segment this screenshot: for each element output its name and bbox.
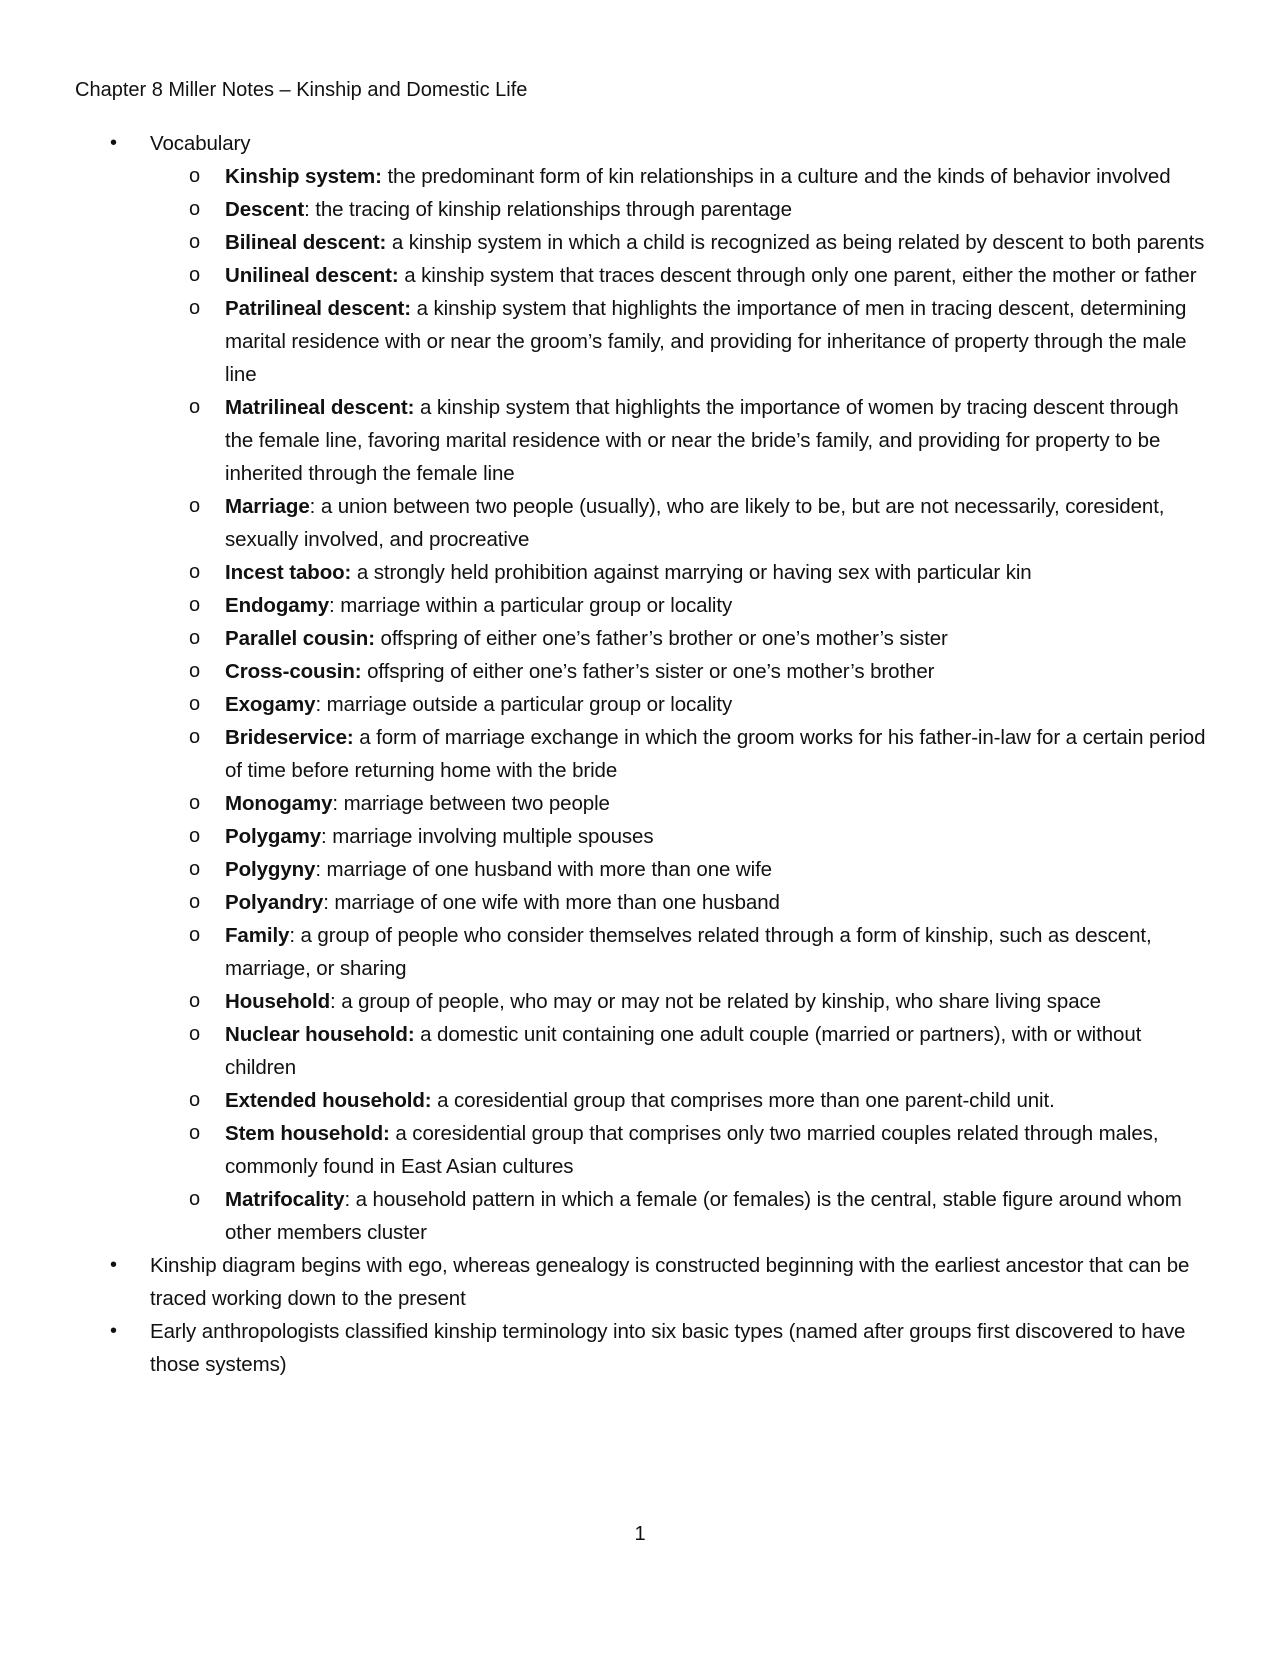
vocabulary-definition: : a household pattern in which a female (or females) is the central, stable figure around whom other members cluster <box>225 1188 1182 1244</box>
sub-bullet-icon: o <box>189 1188 201 1210</box>
vocabulary-item <box>0 853 1280 886</box>
vocabulary-item <box>0 1084 1280 1117</box>
vocabulary-term: Exogamy <box>225 693 316 716</box>
vocabulary-item <box>0 721 1280 787</box>
vocabulary-item <box>0 292 1280 391</box>
page-title: Chapter 8 Miller Notes – Kinship and Domestic Life <box>75 79 528 101</box>
sub-bullet-icon: o <box>189 990 201 1012</box>
vocabulary-item <box>0 985 1280 1018</box>
vocabulary-item <box>0 655 1280 688</box>
vocabulary-term: Brideservice: <box>225 726 354 749</box>
vocabulary-definition: a kinship system that highlights the importance of women by tracing descent through the female line, favoring marital residence with or near the bride’s family, and providing for property to be inherited through the female line <box>225 396 1179 485</box>
vocabulary-term: Marriage <box>225 495 310 518</box>
note-item <box>0 1249 1280 1315</box>
sub-bullet-icon: o <box>189 726 201 748</box>
vocabulary-definition: offspring of either one’s father’s sister or one’s mother’s brother <box>361 660 935 683</box>
vocabulary-term: Extended household: <box>225 1089 432 1112</box>
vocabulary-term: Monogamy <box>225 792 333 815</box>
vocabulary-definition: : the tracing of kinship relationships through parentage <box>304 198 792 221</box>
vocabulary-term: Polyandry <box>225 891 324 914</box>
vocabulary-item <box>0 490 1280 556</box>
sub-bullet-icon: o <box>189 165 201 187</box>
vocabulary-term: Matrifocality <box>225 1188 345 1211</box>
sub-bullet-icon: o <box>189 198 201 220</box>
vocabulary-term: Bilineal descent: <box>225 231 387 254</box>
vocabulary-definition: a kinship system that highlights the importance of men in tracing descent, determining marital residence with or near the groom’s family, and providing for inheritance of property through the male line <box>225 297 1187 386</box>
bullet-icon: • <box>110 132 117 154</box>
vocabulary-item <box>0 688 1280 721</box>
vocabulary-definition: : marriage involving multiple spouses <box>321 825 654 848</box>
vocabulary-item <box>0 820 1280 853</box>
vocabulary-definition: a domestic unit containing one adult couple (married or partners), with or without children <box>225 1023 1142 1079</box>
vocabulary-item <box>0 226 1280 259</box>
vocabulary-term: Incest taboo: <box>225 561 352 584</box>
vocabulary-term: Family <box>225 924 290 947</box>
vocabulary-definition: : a group of people who consider themselves related through a form of kinship, such as descent, marriage, or sharing <box>225 924 1152 980</box>
vocabulary-term: Parallel cousin: <box>225 627 375 650</box>
vocabulary-heading: Vocabulary <box>150 132 251 155</box>
vocabulary-definition: : marriage within a particular group or locality <box>329 594 733 617</box>
vocabulary-definition: a coresidential group that comprises more than one parent-child unit. <box>431 1089 1055 1112</box>
sub-bullet-icon: o <box>189 693 201 715</box>
vocabulary-item <box>0 556 1280 589</box>
vocabulary-definition: : marriage of one wife with more than one husband <box>323 891 780 914</box>
vocabulary-definition: a coresidential group that comprises only two married couples related through males, commonly found in East Asian cultures <box>225 1122 1159 1178</box>
vocabulary-definition: a form of marriage exchange in which the groom works for his father-in-law for a certain period of time before returning home with the bride <box>225 726 1206 782</box>
vocabulary-definition: : marriage of one husband with more than one wife <box>315 858 772 881</box>
vocabulary-term: Unilineal descent: <box>225 264 399 287</box>
sub-bullet-icon: o <box>189 495 201 517</box>
note-text: Early anthropologists classified kinship terminology into six basic types (named after groups first discovered to have those systems) <box>150 1320 1186 1376</box>
vocabulary-item <box>0 919 1280 985</box>
vocabulary-item <box>0 259 1280 292</box>
sub-bullet-icon: o <box>189 891 201 913</box>
sub-bullet-icon: o <box>189 561 201 583</box>
sub-bullet-icon: o <box>189 924 201 946</box>
note-item <box>0 1315 1280 1381</box>
sub-bullet-icon: o <box>189 825 201 847</box>
vocabulary-definition: : a group of people, who may or may not be related by kinship, who share living space <box>330 990 1101 1013</box>
vocabulary-item <box>0 391 1280 490</box>
vocabulary-term: Kinship system: <box>225 165 382 188</box>
vocabulary-term: Nuclear household: <box>225 1023 415 1046</box>
vocabulary-item <box>0 1018 1280 1084</box>
vocabulary-list <box>0 160 1280 1249</box>
sub-bullet-icon: o <box>189 1089 201 1111</box>
vocabulary-term: Stem household: <box>225 1122 390 1145</box>
vocabulary-term: Household <box>225 990 331 1013</box>
vocabulary-definition: a kinship system in which a child is recognized as being related by descent to both parents <box>386 231 1205 254</box>
vocabulary-term: Matrilineal descent: <box>225 396 415 419</box>
vocabulary-item <box>0 787 1280 820</box>
sub-bullet-icon: o <box>189 627 201 649</box>
page-number: 1 <box>634 1523 646 1545</box>
vocabulary-definition: : marriage outside a particular group or locality <box>315 693 733 716</box>
sub-bullet-icon: o <box>189 1023 201 1045</box>
bullet-icon: • <box>110 1320 117 1342</box>
sub-bullet-icon: o <box>189 231 201 253</box>
vocabulary-term: Polygyny <box>225 858 316 881</box>
vocabulary-item <box>0 589 1280 622</box>
bullet-icon: • <box>110 1254 117 1276</box>
sub-bullet-icon: o <box>189 297 201 319</box>
vocabulary-item <box>0 193 1280 226</box>
sub-bullet-icon: o <box>189 792 201 814</box>
vocabulary-item <box>0 1183 1280 1249</box>
vocabulary-item <box>0 622 1280 655</box>
vocabulary-definition: offspring of either one’s father’s brother or one’s mother’s sister <box>374 627 948 650</box>
vocabulary-section <box>0 127 1280 160</box>
vocabulary-definition: a kinship system that traces descent through only one parent, either the mother or father <box>398 264 1197 287</box>
notes-body <box>0 127 1280 1381</box>
vocabulary-term: Descent <box>225 198 305 221</box>
vocabulary-definition: a strongly held prohibition against marrying or having sex with particular kin <box>351 561 1032 584</box>
vocabulary-term: Cross-cousin: <box>225 660 362 683</box>
vocabulary-item <box>0 160 1280 193</box>
vocabulary-definition: : marriage between two people <box>332 792 610 815</box>
sub-bullet-icon: o <box>189 858 201 880</box>
sub-bullet-icon: o <box>189 1122 201 1144</box>
vocabulary-term: Polygamy <box>225 825 322 848</box>
sub-bullet-icon: o <box>189 264 201 286</box>
sub-bullet-icon: o <box>189 660 201 682</box>
sub-bullet-icon: o <box>189 396 201 418</box>
sub-bullet-icon: o <box>189 594 201 616</box>
vocabulary-definition: : a union between two people (usually), who are likely to be, but are not necessarily, coresident, sexually involved, and procreative <box>225 495 1165 551</box>
vocabulary-definition: the predominant form of kin relationships in a culture and the kinds of behavior involved <box>381 165 1171 188</box>
vocabulary-term: Endogamy <box>225 594 329 617</box>
vocabulary-item <box>0 886 1280 919</box>
note-text: Kinship diagram begins with ego, whereas genealogy is constructed beginning with the earliest ancestor that can be traced working down to the present <box>150 1254 1190 1310</box>
vocabulary-term: Patrilineal descent: <box>225 297 411 320</box>
vocabulary-item <box>0 1117 1280 1183</box>
